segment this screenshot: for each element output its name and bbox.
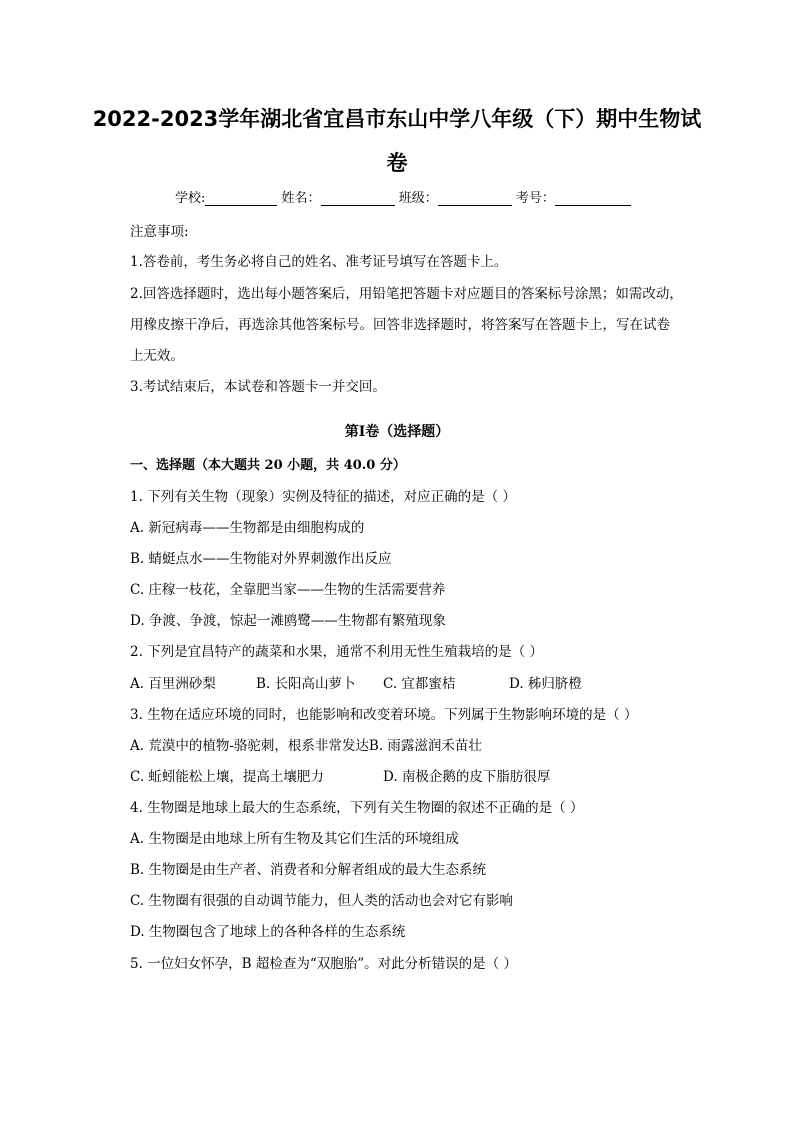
question-1-option-b: B. 蜻蜓点水——生物能对外界刺激作出反应 — [130, 551, 392, 567]
name-label: 姓名： — [281, 191, 321, 206]
question-5-stem: 5. 一位妇女怀孕，B 超检查为“双胞胎”。对此分析错误的是（ ） — [130, 956, 517, 972]
question-1-option-d: D. 争渡、争渡，惊起一滩鸥鹭——生物都有繁殖现象 — [130, 613, 446, 629]
question-2-stem: 2. 下列是宜昌特产的蔬菜和水果，通常不利用无性生殖栽培的是（ ） — [130, 644, 543, 660]
question-4-option-b: B. 生物圈是由生产者、消费者和分解者组成的最大生态系统 — [130, 862, 487, 878]
question-2-option-a: A. 百里洲砂梨 — [130, 676, 216, 692]
class-label: 班级： — [398, 191, 438, 206]
question-1-option-c: C. 庄稼一枝花，全靠肥当家——生物的生活需要营养 — [130, 582, 446, 598]
notes-item-3: 3.考试结束后，本试卷和答题卡一并交回。 — [130, 379, 386, 395]
student-info-row — [175, 187, 631, 206]
question-2-option-b: B. 长阳高山萝卜 — [256, 676, 356, 692]
question-3-options-ab: A. 荒漠中的植物-骆驼刺，根系非常发达B. 雨露滋润禾苗壮 — [130, 738, 482, 754]
section-title: 第I卷（选择题） — [344, 424, 450, 440]
question-1-stem: 1. 下列有关生物（现象）实例及特征的描述，对应正确的是（ ） — [130, 489, 516, 505]
question-3-option-c: C. 蚯蚓能松上壤，提高土壤肥力 — [130, 769, 324, 785]
notes-heading: 注意事项: — [130, 224, 189, 240]
question-4-stem: 4. 生物圈是地球上最大的生态系统，下列有关生物圈的叙述不正确的是（ ） — [130, 800, 584, 816]
school-label: 学校: — [175, 191, 206, 206]
question-1-option-a: A. 新冠病毒——生物都是由细胞构成的 — [130, 520, 365, 536]
question-3-stem: 3. 生物在适应环境的同时，也能影响和改变着环境。下列属于生物影响环境的是（ ） — [130, 707, 638, 723]
question-3-option-d: D. 南极企鹅的皮下脂肪很厚 — [383, 769, 551, 785]
class-blank — [438, 191, 512, 206]
question-2-option-d: D. 秭归脐橙 — [509, 676, 582, 692]
question-4-option-c: C. 生物圈有很强的自动调节能力，但人类的活动也会对它有影响 — [130, 893, 513, 909]
question-2-option-c: C. 宜都蜜桔 — [383, 676, 456, 692]
page-title-line-2: 卷 — [386, 151, 408, 175]
question-4-option-a: A. 生物圈是由地球上所有生物及其它们生活的环境组成 — [130, 831, 459, 847]
school-blank — [205, 191, 277, 206]
name-blank — [321, 191, 395, 206]
notes-item-1: 1.答卷前，考生务必将自己的姓名、准考证号填写在答题卡上。 — [130, 254, 508, 270]
notes-item-2-line-1: 2.回答选择题时，选出每小题答案后，用铅笔把答题卡对应题目的答案标号涂黑；如需改动， — [130, 286, 683, 302]
question-4-option-d: D. 生物圈包含了地球上的各种各样的生态系统 — [130, 924, 406, 940]
exam-number-label: 考号： — [515, 191, 555, 206]
notes-item-2-line-2: 用橡皮擦干净后，再选涂其他答案标号。回答非选择题时，将答案写在答题卡上，写在试卷 — [130, 317, 670, 333]
notes-item-2-line-3: 上无效。 — [130, 348, 184, 364]
page-title-line-1: 2022-2023学年湖北省宜昌市东山中学八年级（下）期中生物试 — [92, 107, 702, 131]
exam-number-blank — [555, 191, 631, 206]
section-subtitle: 一、选择题（本大题共 20 小题，共 40.0 分） — [130, 458, 406, 473]
